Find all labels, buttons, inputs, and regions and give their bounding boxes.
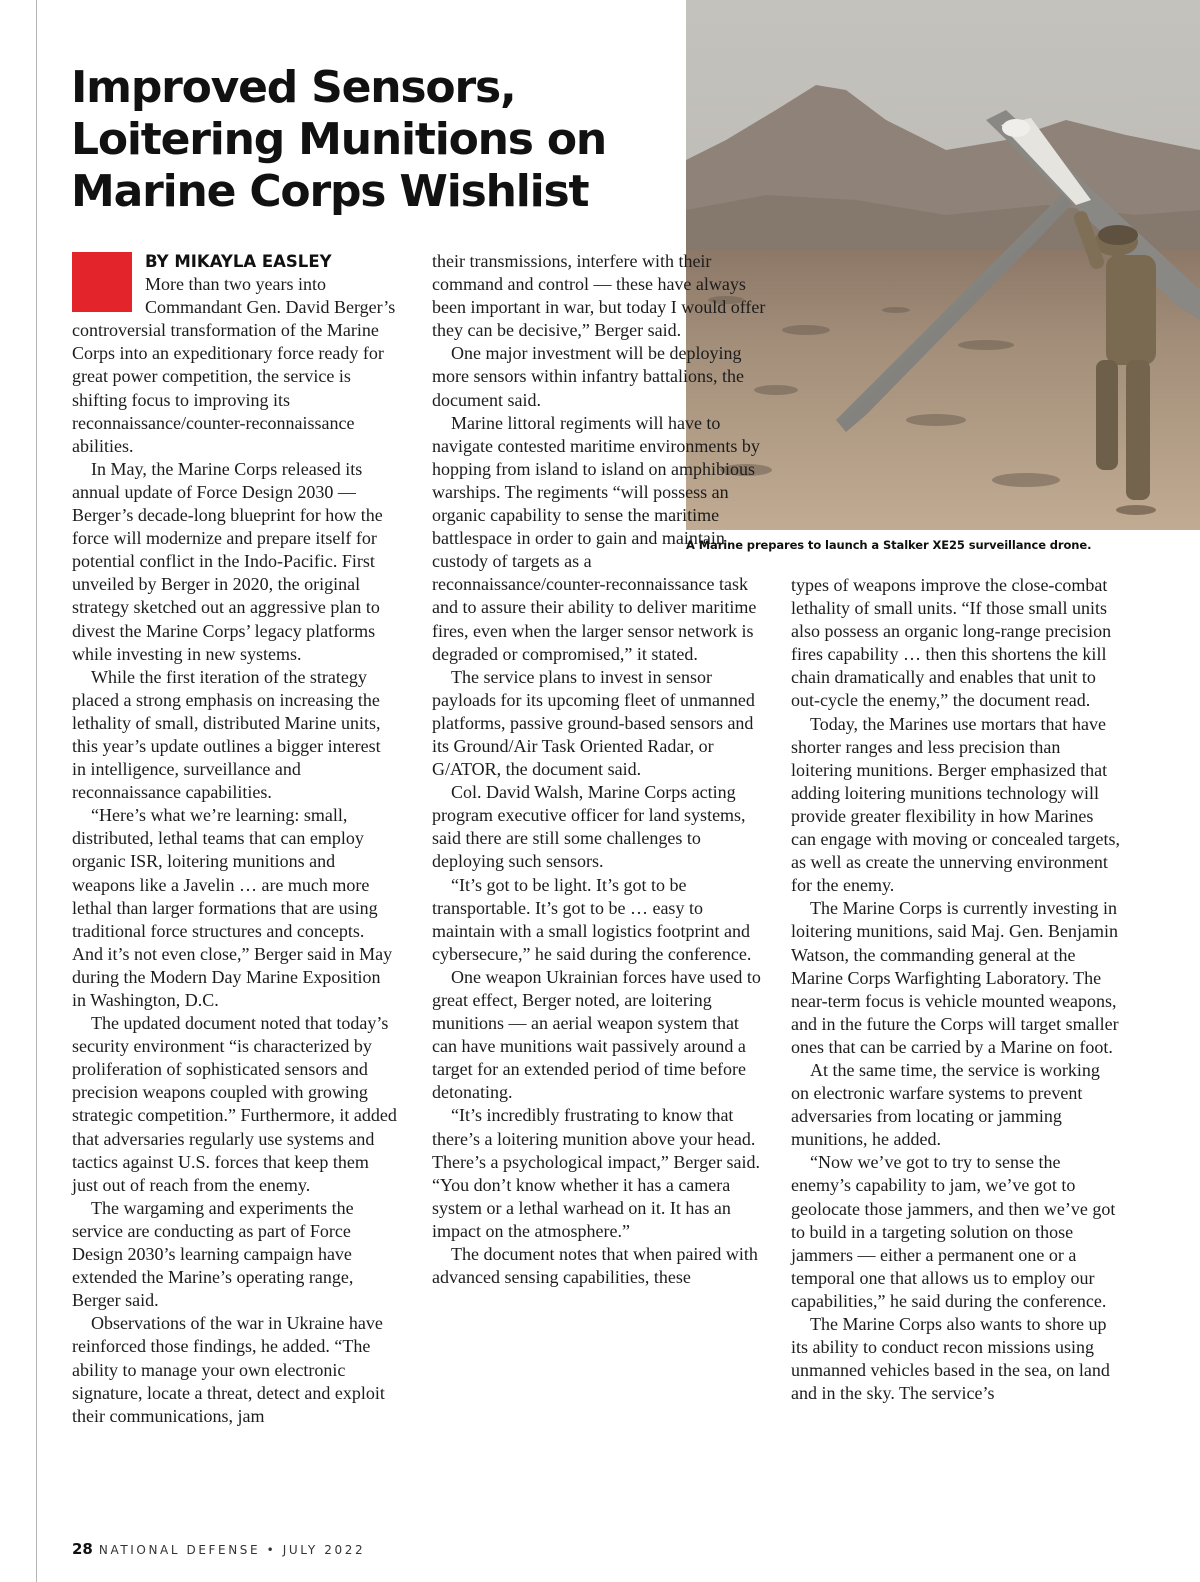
paragraph: The document notes that when paired with advanced sensing capabilities, these [432, 1244, 758, 1288]
byline-red-square [72, 252, 132, 312]
page-footer [72, 1540, 365, 1558]
paragraph: The updated document noted that today’s security environment “is characterized by proliferation of sophisticated sensors and precision weapons coupled with growing strategic competition.” Furthermore, it added that adversaries regularly use systems and tactics against U.S. forces that keep them just out of reach from the enemy. [72, 1013, 397, 1195]
paragraph: Marine littoral regiments will have to navigate contested maritime environments by hopping from island to island on amphibious warships. The regiments “will possess an organic capability to sense the maritime battlespace in order to gain and maintain custody of targets as a reconnaissance/counter-reconnaissance task and to assure their ability to deliver maritime fires, even when the larger sensor network is degraded or compromised,” it stated. [432, 412, 760, 664]
photo-caption: A Marine prepares to launch a Stalker XE25 surveillance drone. [686, 538, 1092, 552]
paragraph: Today, the Marines use mortars that have shorter ranges and less precision than loitering munitions. Berger emphasized that adding loitering munitions technology will provide greater flexibility in how Marines can engage with moving or concealed targets, as well as create the unnerving environment for the enemy. [791, 713, 1121, 896]
article-column-2 [432, 250, 768, 1289]
publication-line: NATIONAL DEFENSE • JULY 2022 [98, 1543, 366, 1557]
paragraph: More than two years into Commandant Gen. David Berger’s controversial transformation of the Marine Corps into an expeditionary force ready for great power competition, the service is shifting focus to improving its reconnaissance/counter-reconnaissance abilities. [72, 274, 396, 456]
article-byline: BY MIKAYLA EASLEY [145, 252, 332, 271]
paragraph: One major investment will be deploying more sensors within infantry battalions, the document said. [432, 343, 744, 410]
page-number: 28 [72, 1540, 93, 1558]
article-column-3 [791, 574, 1121, 1405]
paragraph: The wargaming and experiments the service are conducting as part of Force Design 2030’s learning campaign have extended the Marine’s operating range, Berger said. [72, 1197, 354, 1311]
paragraph: “Now we’ve got to try to sense the enemy’s capability to jam, we’ve got to geolocate those jammers, and then we’ve got to build in a targeting solution on those jammers — either a permanent one or a temporal one that allows us to employ our capabilities,” he said during the conference. [791, 1152, 1116, 1311]
paragraph: “Here’s what we’re learning: small, distributed, lethal teams that can employ organic ISR, loitering munitions and weapons like a Javelin … are much more lethal than larger formations that are using traditional force structures and concepts. And it’s not even close,” Berger said in May during the Modern Day Marine Exposition in Washington, D.C. [72, 805, 393, 1010]
paragraph: “It’s got to be light. It’s got to be transportable. It’s got to be … easy to maintain with a small logistics footprint and cybersecure,” he said during the conference. [432, 874, 752, 964]
article-headline: Improved Sensors, Loitering Munitions on Marine Corps Wishlist [71, 62, 606, 217]
article-column-1 [72, 250, 398, 1428]
paragraph: In May, the Marine Corps released its annual update of Force Design 2030 — Berger’s decade-long blueprint for how the force will modernize and prepare itself for potential conflict in the Indo-Pacific. First unveiled by Berger in 2020, the original strategy sketched out an aggressive plan to divest the Marine Corps’ legacy platforms while investing in new systems. [72, 458, 383, 664]
paragraph: “It’s incredibly frustrating to know that there’s a loitering munition above your head. There’s a psychological impact,” Berger said. “You don’t know whether it has a camera system or a lethal warhead on it. It has an impact on the atmosphere.” [432, 1105, 761, 1241]
paragraph: The service plans to invest in sensor payloads for its upcoming fleet of unmanned platforms, passive ground-based sensors and its Ground/Air Task Oriented Radar, or G/ATOR, the document said. [432, 666, 755, 780]
paragraph: their transmissions, interfere with their command and control — these have always been important in war, but today I would offer they can be decisive,” Berger said. [432, 251, 766, 341]
paragraph: While the first iteration of the strategy placed a strong emphasis on increasing the lethality of small, distributed Marine units, this year’s update outlines a bigger interest in intelligence, surveillance and reconnaissance capabilities. [72, 666, 381, 803]
paragraph: types of weapons improve the close-combat lethality of small units. “If those small units also possess an organic long-range precision fires capability … then this shortens the kill chain dramatically and enables that unit to out-cycle the enemy,” the document read. [791, 575, 1112, 711]
paragraph: One weapon Ukrainian forces have used to great effect, Berger noted, are loitering munitions — an aerial weapon system that can have munitions wait passively around a target for an extended period of time before detonating. [432, 966, 761, 1103]
page-margin-rule [36, 0, 37, 1582]
paragraph: At the same time, the service is working on electronic warfare systems to prevent adversaries from locating or jamming munitions, he added. [791, 1059, 1100, 1150]
paragraph: The Marine Corps is currently investing in loitering munitions, said Maj. Gen. Benjamin Watson, the commanding general at the Marine Corps Warfighting Laboratory. The near-term focus is vehicle mounted weapons, and in the future the Corps will target smaller ones that can be carried by a Marine on foot. [791, 898, 1119, 1057]
paragraph: Observations of the war in Ukraine have reinforced those findings, he added. “The ability to manage your own electronic signature, locate a threat, detect and exploit their communications, jam [72, 1313, 385, 1426]
paragraph: The Marine Corps also wants to shore up its ability to conduct recon missions using unmanned vehicles based in the sea, on land and in the sky. The service’s [791, 1314, 1110, 1404]
paragraph: Col. David Walsh, Marine Corps acting program executive officer for land systems, said there are still some challenges to deploying such sensors. [432, 782, 746, 872]
